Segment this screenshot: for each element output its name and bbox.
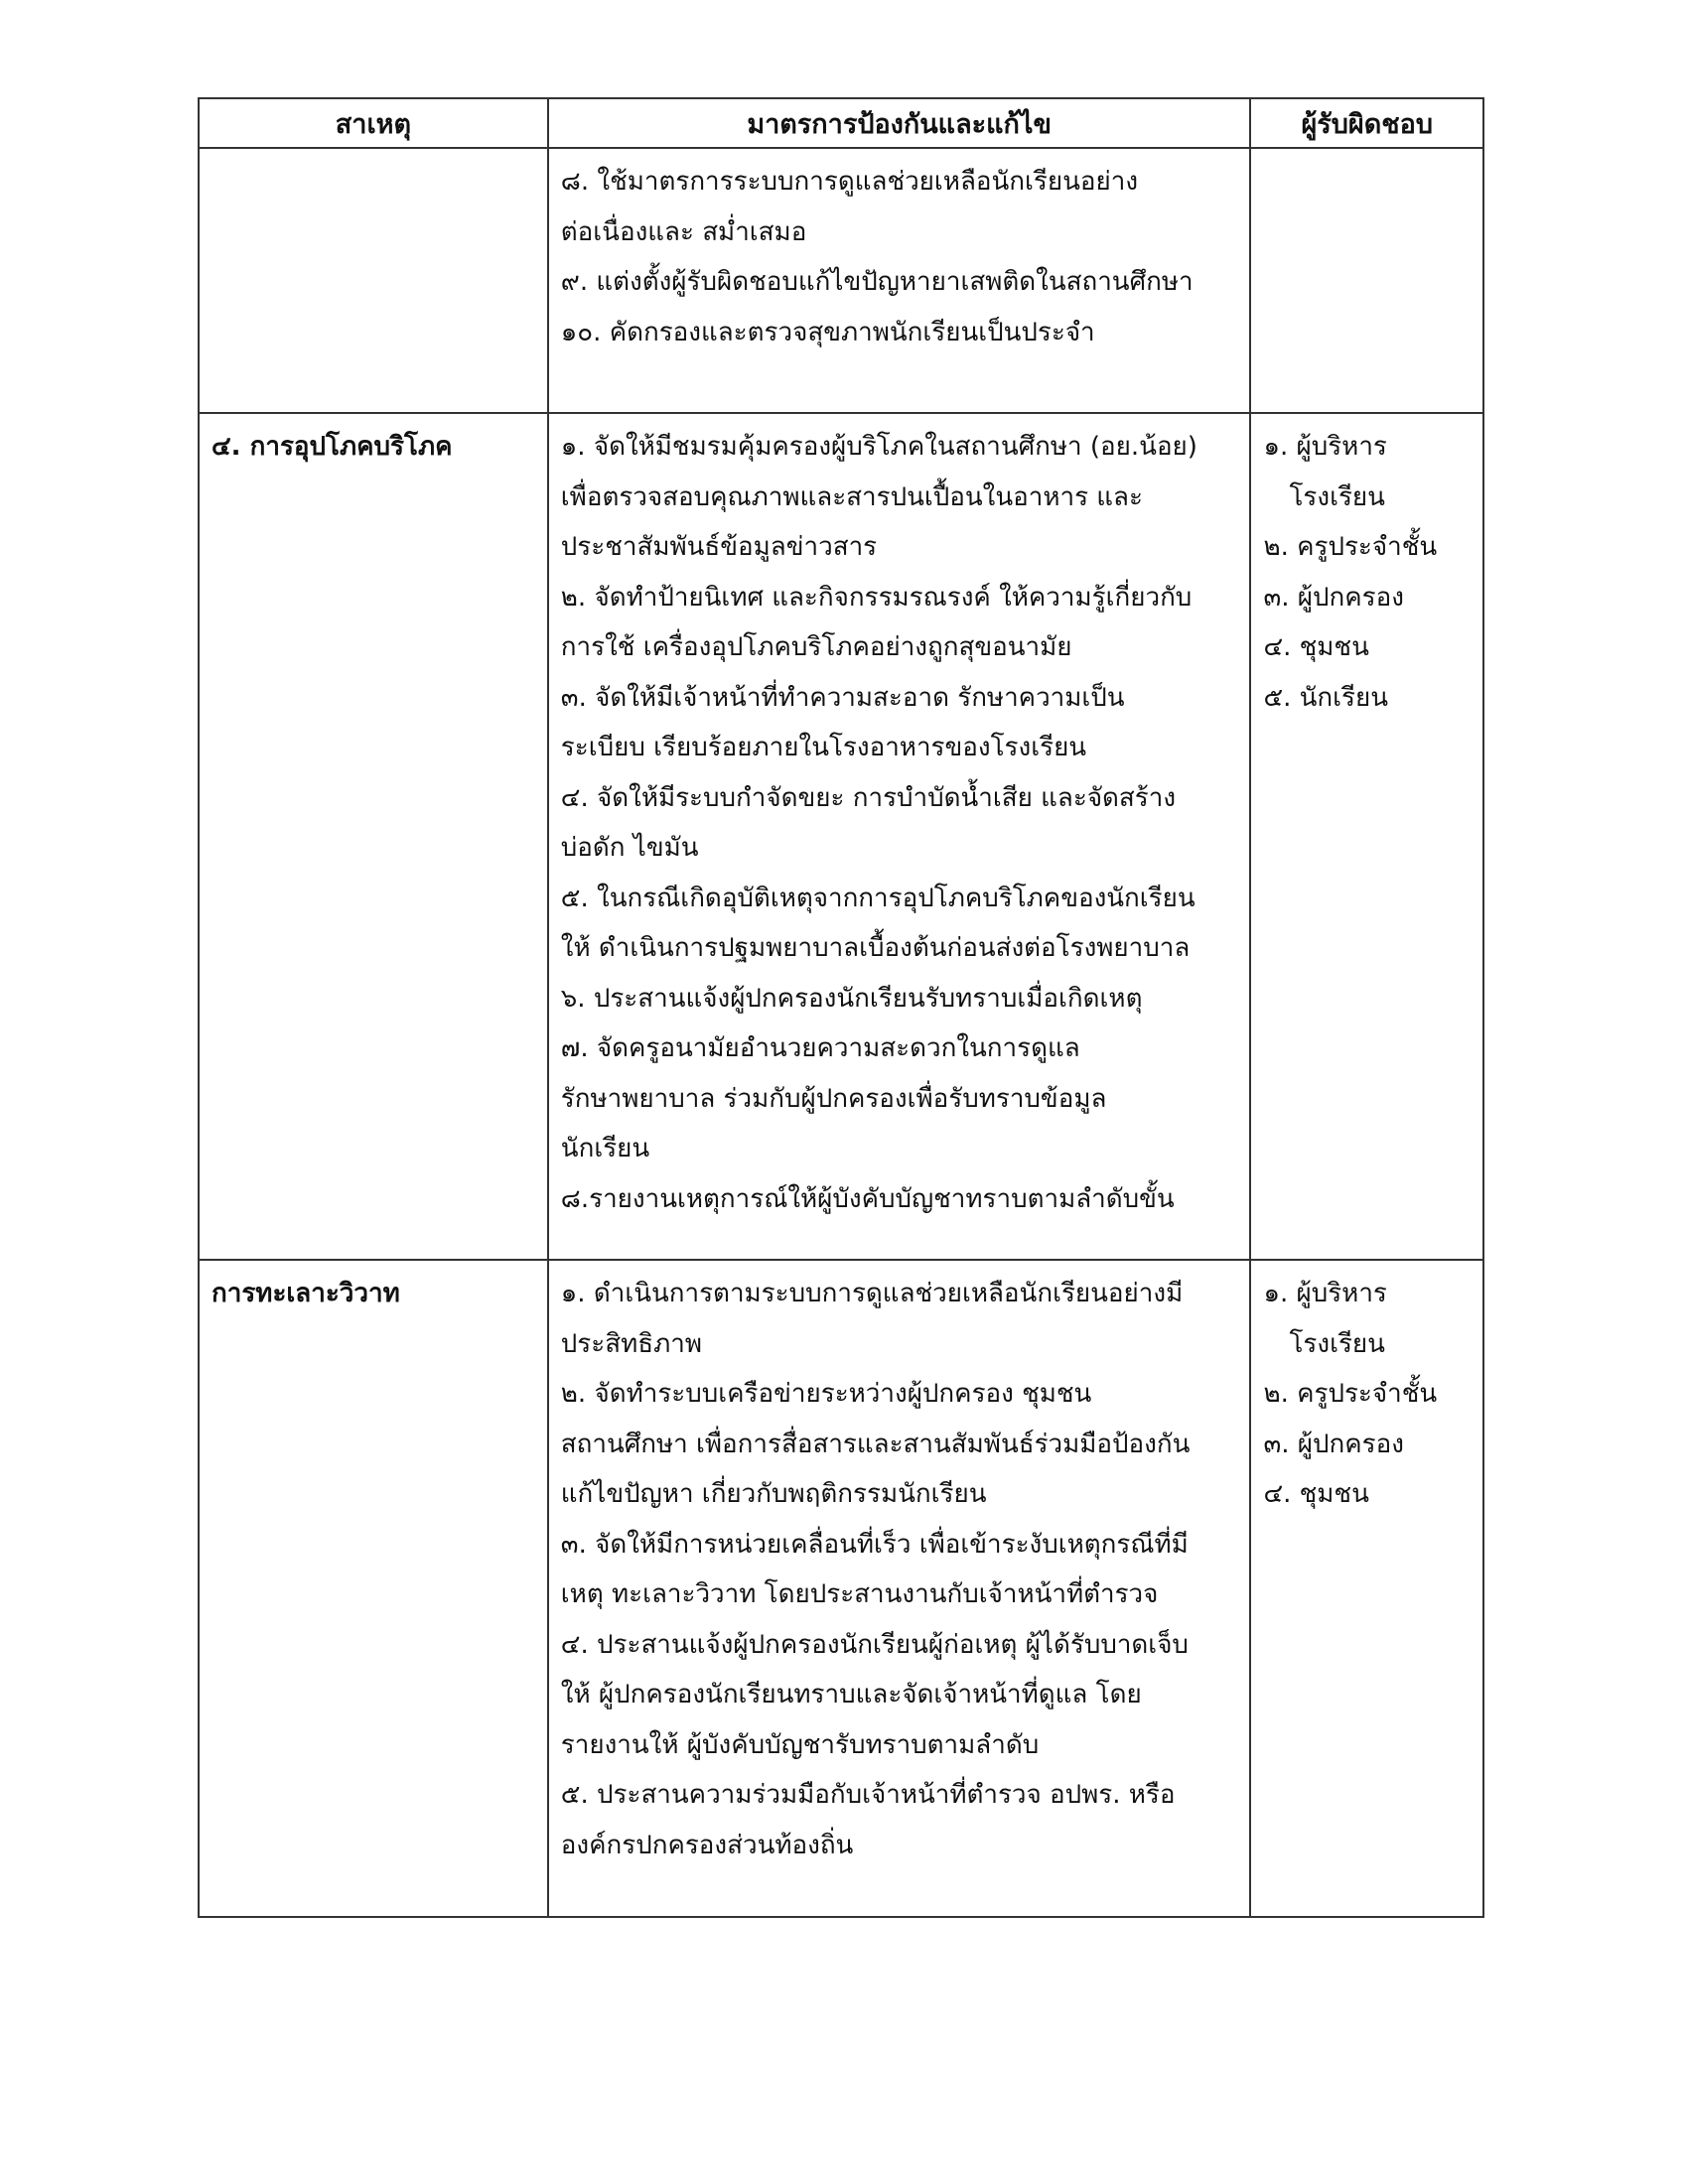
measure-line: ๔. ประสานแจ้งผู้ปกครองนักเรียนผู้ก่อเหตุ ผู้ได้รับบาดเจ็บ xyxy=(560,1629,1189,1660)
measure-line: ต่อเนื่องและ สม่ำเสมอ xyxy=(560,216,807,247)
header-measures: มาตรการป้องกันและแก้ไข xyxy=(548,98,1251,148)
measure-line: เหตุ ทะเลาะวิวาท โดยประสานงานกับเจ้าหน้าที่ตำรวจ xyxy=(560,1579,1159,1609)
measure-line: ๒. จัดทำระบบเครือข่ายระหว่างผู้ปกครอง ชุมชน xyxy=(560,1379,1092,1409)
measure-line: ๒. จัดทำป้ายนิเทศ และกิจกรรมรณรงค์ ให้ความรู้เกี่ยวกับ xyxy=(560,582,1193,613)
measure-line: ๕. ในกรณีเกิดอุบัติเหตุจากการอุปโภคบริโภคของนักเรียน xyxy=(560,883,1196,913)
cause-label: ๔. การอุปโภคบริโภค xyxy=(211,432,453,462)
responsible-cell xyxy=(1250,148,1483,413)
measure-line: ๗. จัดครูอนามัยอำนวยความสะดวกในการดูแล xyxy=(560,1033,1080,1063)
measure-line: ๑๐. คัดกรองและตรวจสุขภาพนักเรียนเป็นประจำ xyxy=(560,317,1095,347)
measure-line: รายงานให้ ผู้บังคับบัญชารับทราบตามลำดับ xyxy=(560,1729,1040,1760)
measure-line: ๓. จัดให้มีการหน่วยเคลื่อนที่เร็ว เพื่อเข้าระงับเหตุกรณีที่มี xyxy=(560,1529,1189,1560)
responsible-line: ๓. ผู้ปกครอง xyxy=(1263,582,1404,613)
header-cause: สาเหตุ xyxy=(199,98,548,148)
table-header-row xyxy=(199,98,1483,148)
measure-line: ให้ ดำเนินการปฐมพยาบาลเบื้องต้นก่อนส่งต่อโรงพยาบาล xyxy=(560,933,1191,963)
measure-line: ๑. จัดให้มีชมรมคุ้มครองผู้บริโภคในสถานศึกษา (อย.น้อย) xyxy=(560,432,1197,462)
measure-line: ๑. ดำเนินการตามระบบการดูแลช่วยเหลือนักเรียนอย่างมี xyxy=(560,1279,1184,1308)
measure-line: ๘. ใช้มาตรการระบบการดูแลช่วยเหลือนักเรียนอย่าง xyxy=(560,167,1139,197)
responsible-line: ๓. ผู้ปกครอง xyxy=(1263,1429,1404,1459)
measure-line: ๘.รายงานเหตุการณ์ให้ผู้บังคับบัญชาทราบตามลำดับขั้น xyxy=(560,1183,1175,1214)
cause-cell xyxy=(199,413,548,1260)
measure-line: ๙. แต่งตั้งผู้รับผิดชอบแก้ไขปัญหายาเสพติดในสถานศึกษา xyxy=(560,267,1194,297)
cause-cell xyxy=(199,1260,548,1917)
responsible-line: โรงเรียน xyxy=(1289,481,1385,512)
measures-cell xyxy=(548,148,1251,413)
responsible-line: ๔. ชุมชน xyxy=(1263,632,1369,662)
measures-cell xyxy=(548,413,1251,1260)
measure-line: ประชาสัมพันธ์ข้อมูลข่าวสาร xyxy=(560,532,878,562)
measure-line: องค์กรปกครองส่วนท้องถิ่น xyxy=(560,1830,854,1860)
responsible-cell xyxy=(1250,413,1483,1260)
responsible-cell xyxy=(1250,1260,1483,1917)
measure-line: บ่อดัก ไขมัน xyxy=(560,833,699,863)
measure-line: นักเรียน xyxy=(560,1134,650,1163)
measure-line: ระเบียบ เรียบร้อยภายในโรงอาหารของโรงเรียน xyxy=(560,733,1087,762)
measure-line: สถานศึกษา เพื่อการสื่อสารและสานสัมพันธ์ร่วมมือป้องกัน xyxy=(560,1429,1191,1459)
responsible-line: ๒. ครูประจำชั้น xyxy=(1263,532,1438,562)
measure-line: ๓. จัดให้มีเจ้าหน้าที่ทำความสะอาด รักษาความเป็น xyxy=(560,682,1125,713)
measures-table xyxy=(198,97,1484,1918)
measure-line: ๖. ประสานแจ้งผู้ปกครองนักเรียนรับทราบเมื่อเกิดเหตุ xyxy=(560,983,1143,1014)
measure-line: การใช้ เครื่องอุปโภคบริโภคอย่างถูกสุขอนามัย xyxy=(560,632,1072,662)
responsible-line: ๑. ผู้บริหาร xyxy=(1263,1279,1387,1308)
measure-line: ๕. ประสานความร่วมมือกับเจ้าหน้าที่ตำรวจ อปพร. หรือ xyxy=(560,1780,1176,1810)
measures-cell xyxy=(548,1260,1251,1917)
responsible-line: ๕. นักเรียน xyxy=(1263,682,1389,713)
header-responsible: ผู้รับผิดชอบ xyxy=(1250,98,1483,148)
responsible-line: ๔. ชุมชน xyxy=(1263,1479,1369,1509)
responsible-line: โรงเรียน xyxy=(1289,1328,1385,1359)
measure-line: ให้ ผู้ปกครองนักเรียนทราบและจัดเจ้าหน้าที่ดูแล โดย xyxy=(560,1680,1142,1709)
cause-label: การทะเลาะวิวาท xyxy=(211,1279,400,1308)
table-row xyxy=(199,413,1483,1260)
cause-cell xyxy=(199,148,548,413)
table-row xyxy=(199,148,1483,413)
measure-line: เพื่อตรวจสอบคุณภาพและสารปนเปื้อนในอาหาร และ xyxy=(560,481,1143,512)
responsible-line: ๑. ผู้บริหาร xyxy=(1263,432,1387,462)
measure-line: ประสิทธิภาพ xyxy=(560,1328,702,1359)
measure-line: รักษาพยาบาล ร่วมกับผู้ปกครองเพื่อรับทราบข้อมูล xyxy=(560,1083,1107,1114)
measure-line: แก้ไขปัญหา เกี่ยวกับพฤติกรรมนักเรียน xyxy=(560,1479,987,1509)
table-row xyxy=(199,1260,1483,1917)
measure-line: ๔. จัดให้มีระบบกำจัดขยะ การบำบัดน้ำเสีย และจัดสร้าง xyxy=(560,782,1177,813)
responsible-line: ๒. ครูประจำชั้น xyxy=(1263,1379,1438,1409)
